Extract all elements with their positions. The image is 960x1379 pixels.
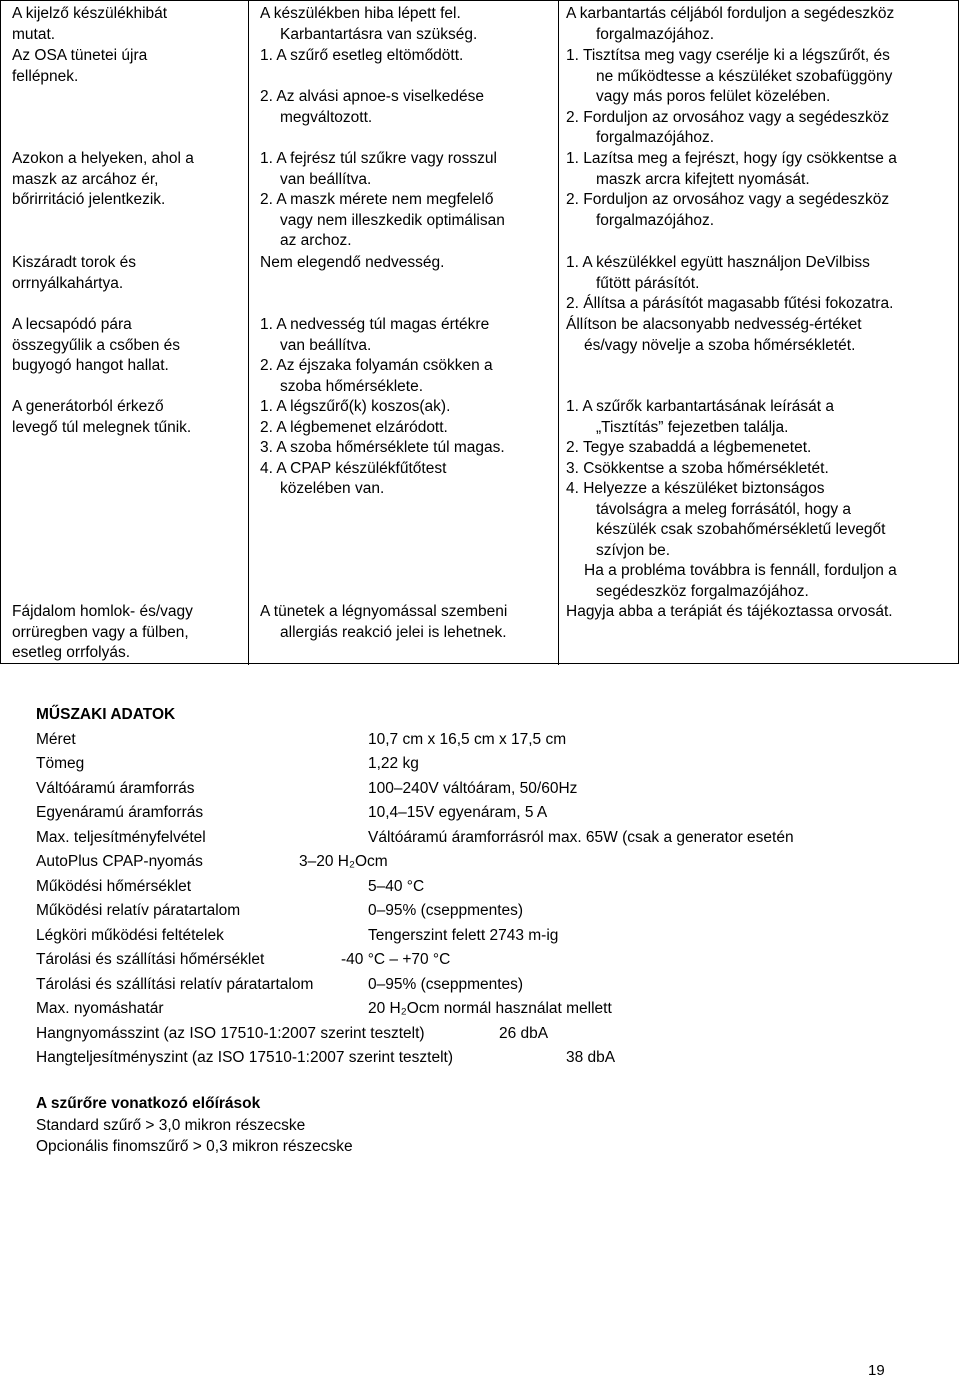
cell-line: Kiszáradt torok és xyxy=(12,254,137,271)
cell-line: A generátorból érkező xyxy=(12,398,164,415)
spec-value: 10,7 cm x 16,5 cm x 17,5 cm xyxy=(368,730,567,748)
cell-line: A lecsapódó pára xyxy=(12,316,132,333)
table-cell-fix xyxy=(566,4,956,45)
filter-line: Standard szűrő > 3,0 mikron részecske xyxy=(36,1116,306,1134)
table-cell-symptom xyxy=(12,315,234,377)
cell-line: 4. Helyezze a készüléket biztonságos xyxy=(566,480,825,497)
cell-line: fellépnek. xyxy=(12,67,79,85)
spec-label: Működési relatív páratartalom xyxy=(36,902,241,919)
table-cell-symptom xyxy=(12,46,234,87)
spec-value: 100–240V váltóáram, 50/60Hz xyxy=(368,779,578,797)
cell-line: 2. Tegye szabaddá a légbemenetet. xyxy=(566,439,812,456)
cell-line: maszk az arcához ér, xyxy=(12,170,159,188)
spec-label: Tömeg xyxy=(36,755,85,772)
table-cell-cause xyxy=(260,602,560,643)
cell-line: 3. Csökkentse a szoba hőmérsékletét. xyxy=(566,459,829,477)
cell-line: mutat. xyxy=(12,25,56,43)
cell-line: orrüregben vagy a fülben, xyxy=(12,623,189,641)
spec-value: 0–95% (cseppmentes) xyxy=(368,975,524,993)
cell-line: „Tisztítás” fejezetben találja. xyxy=(596,418,789,436)
spec-label: Hangnyomásszint (az ISO 17510-1:2007 szerint tesztelt) xyxy=(36,1024,425,1042)
cell-line: fűtött párásítót. xyxy=(596,274,700,292)
cell-line: Fájdalom homlok- és/vagy xyxy=(12,603,193,620)
cell-line: A tünetek a légnyomással szembeni xyxy=(260,603,508,620)
spec-label: Egyenáramú áramforrás xyxy=(36,804,204,821)
cell-line: Hagyja abba a terápiát és tájékoztassa orvosát. xyxy=(566,603,893,620)
cell-line xyxy=(260,67,560,88)
cell-line: maszk arcra kifejtett nyomását. xyxy=(596,170,810,188)
table-cell-cause xyxy=(260,397,560,500)
table-cell-cause xyxy=(260,149,560,252)
cell-line: A készülékben hiba lépett fel. xyxy=(260,5,461,22)
cell-line: forgalmazójához. xyxy=(596,129,715,146)
cell-line: vagy nem illeszkedik optimálisan xyxy=(280,211,505,229)
spec-value: Tengerszint felett 2743 m-ig xyxy=(368,926,559,944)
page-number: 19 xyxy=(868,1362,885,1379)
cell-line: van beállítva. xyxy=(280,336,372,354)
cell-line: 2. Forduljon az orvosához vagy a segédeszköz xyxy=(566,191,890,208)
cell-line: vagy más poros felület közelében. xyxy=(596,88,831,105)
cell-line: esetleg orrfolyás. xyxy=(12,644,131,661)
filters-heading: A szűrőre vonatkozó előírások xyxy=(36,1095,261,1112)
cell-line: 2. Forduljon az orvosához vagy a segédeszköz xyxy=(566,108,890,126)
table-cell-fix xyxy=(566,46,956,149)
cell-line: 1. A fejrész túl szűkre vagy rosszul xyxy=(260,150,497,167)
cell-line: 1. Lazítsa meg a fejrészt, hogy így csökkentse a xyxy=(566,150,897,167)
table-cell-cause xyxy=(260,253,560,274)
cell-line: 1. A szűrők karbantartásának leírását a xyxy=(566,398,834,415)
table-cell-fix xyxy=(566,397,956,602)
spec-label: Működési hőmérséklet xyxy=(36,877,192,895)
cell-line: távolságra a meleg forrásától, hogy a xyxy=(596,500,852,518)
cell-line: 2. Állítsa a párásítót magasabb fűtési fokozatra. xyxy=(566,295,894,312)
cell-line: 1. A légszűrő(k) koszos(ak). xyxy=(260,398,451,415)
cell-line: megváltozott. xyxy=(280,108,373,126)
cell-line: Azokon a helyeken, ahol a xyxy=(12,150,194,167)
spec-label: Tárolási és szállítási hőmérséklet xyxy=(36,951,265,968)
specs-heading: MŰSZAKI ADATOK xyxy=(36,706,176,723)
spec-label: Tárolási és szállítási relatív páratartalom xyxy=(36,975,314,993)
cell-line: allergiás reakció jelei is lehetnek. xyxy=(280,623,507,641)
table-cell-symptom xyxy=(12,4,234,45)
filter-line: Opcionális finomszűrő > 0,3 mikron részecske xyxy=(36,1138,353,1155)
column-divider xyxy=(248,1,249,665)
table-cell-symptom xyxy=(12,397,234,438)
cell-line: van beállítva. xyxy=(280,170,372,188)
spec-value: 0–95% (cseppmentes) xyxy=(368,902,524,919)
cell-line: 4. A CPAP készülékfűtőtest xyxy=(260,459,447,477)
spec-label: Hangteljesítményszint (az ISO 17510-1:2007 szerint tesztelt) xyxy=(36,1049,453,1066)
cell-line: A kijelző készülékhibát xyxy=(12,5,168,22)
cell-line: ne működtesse a készüléket szobafüggöny xyxy=(596,67,893,85)
cell-line: forgalmazójához. xyxy=(596,25,715,43)
cell-line: Állítson be alacsonyabb nedvesség-értéket xyxy=(566,316,862,333)
spec-value: Váltóáramú áramforrásról max. 65W (csak a generator esetén xyxy=(368,828,794,846)
cell-line: bőrirritáció jelentkezik. xyxy=(12,191,166,208)
cell-line: 3. A szoba hőmérséklete túl magas. xyxy=(260,439,505,456)
spec-label: Max. nyomáshatár xyxy=(36,1000,164,1017)
spec-value: 20 H₂Ocm normál használat mellett xyxy=(368,1000,612,1017)
cell-line: közelében van. xyxy=(280,480,385,497)
spec-label: Váltóáramú áramforrás xyxy=(36,779,195,797)
spec-label: AutoPlus CPAP-nyomás xyxy=(36,853,203,870)
cell-line: 2. A légbemenet elzáródott. xyxy=(260,418,448,436)
table-cell-cause xyxy=(260,46,560,128)
cell-line: 1. Tisztítsa meg vagy cserélje ki a légszűrőt, és xyxy=(566,47,890,64)
cell-line: és/vagy növelje a szoba hőmérsékletét. xyxy=(584,336,856,354)
cell-line: A karbantartás céljából forduljon a segédeszköz xyxy=(566,5,895,22)
cell-line: Ha a probléma továbbra is fennáll, forduljon a xyxy=(584,562,897,579)
cell-line: 2. A maszk mérete nem megfelelő xyxy=(260,191,494,208)
cell-line: 2. Az éjszaka folyamán csökken a xyxy=(260,357,493,374)
spec-value: -40 °C – +70 °C xyxy=(341,951,451,968)
spec-value: 1,22 kg xyxy=(368,755,419,772)
table-cell-fix xyxy=(566,315,956,356)
table-cell-fix xyxy=(566,149,956,231)
table-cell-cause xyxy=(260,4,560,45)
cell-line: Az OSA tünetei újra xyxy=(12,47,148,64)
table-cell-symptom xyxy=(12,149,234,211)
cell-line: levegő túl melegnek tűnik. xyxy=(12,418,192,436)
table-cell-symptom xyxy=(12,602,234,664)
spec-value: 26 dbA xyxy=(499,1024,549,1042)
spec-label: Légköri működési feltételek xyxy=(36,926,224,944)
spec-value: 5–40 °C xyxy=(368,877,425,895)
cell-line: összegyűlik a csőben és xyxy=(12,336,181,354)
cell-line: 1. A nedvesség túl magas értékre xyxy=(260,316,490,333)
table-cell-cause xyxy=(260,315,560,397)
spec-label: Max. teljesítményfelvétel xyxy=(36,828,206,846)
cell-line: Karbantartásra van szükség. xyxy=(280,25,478,43)
table-cell-fix xyxy=(566,253,956,315)
table-cell-symptom xyxy=(12,253,234,294)
spec-value: 38 dbA xyxy=(566,1049,616,1066)
cell-line: készülék csak szobahőmérsékletű levegőt xyxy=(596,521,886,538)
cell-line: az archoz. xyxy=(280,232,352,249)
cell-line: 2. Az alvási apnoe-s viselkedése xyxy=(260,88,485,105)
cell-line: 1. A szűrő esetleg eltömődött. xyxy=(260,47,464,64)
cell-line: forgalmazójához. xyxy=(596,211,715,229)
filter-requirements xyxy=(36,1093,353,1158)
spec-value: 10,4–15V egyenáram, 5 A xyxy=(368,804,548,821)
table-cell-fix xyxy=(566,602,956,623)
cell-line: szoba hőmérséklete. xyxy=(280,377,424,395)
spec-label: Méret xyxy=(36,730,76,748)
cell-line: orrnyálkahártya. xyxy=(12,274,124,292)
cell-line: szívjon be. xyxy=(596,541,671,559)
cell-line: segédeszköz forgalmazójához. xyxy=(596,582,809,600)
cell-line: 1. A készülékkel együtt használjon DeVilbiss xyxy=(566,254,870,271)
cell-line: Nem elegendő nedvesség. xyxy=(260,254,445,271)
cell-line: bugyogó hangot hallat. xyxy=(12,357,169,374)
spec-value: 3–20 H₂Ocm xyxy=(299,853,388,870)
